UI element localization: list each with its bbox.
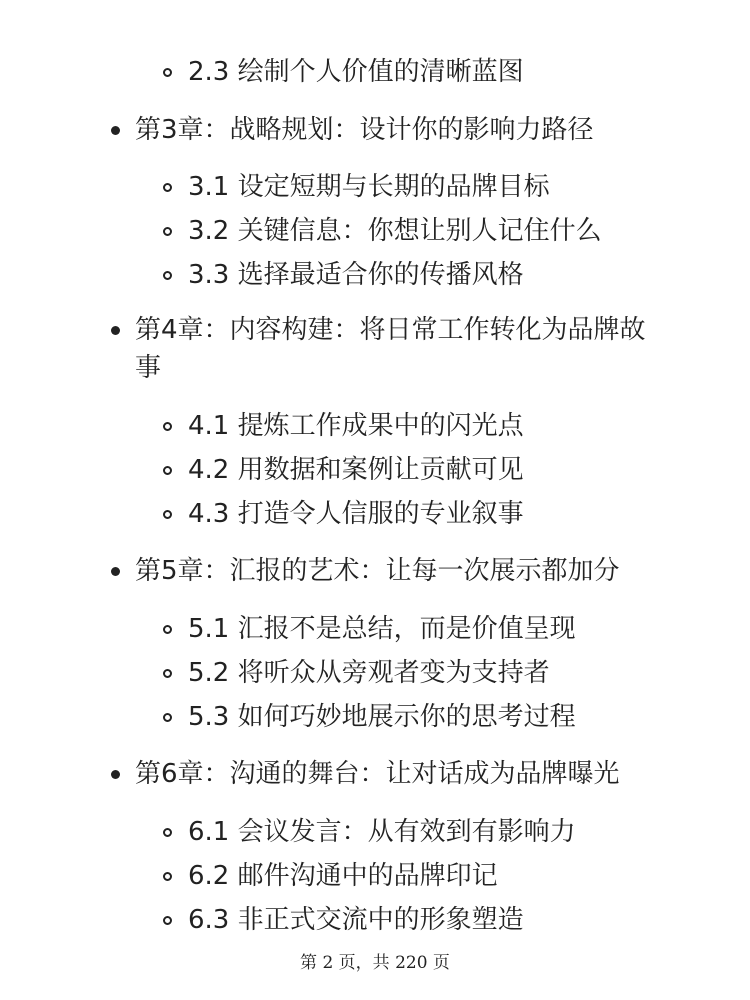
sub-bullet-icon bbox=[163, 422, 172, 431]
sub-bullet-icon bbox=[163, 828, 172, 837]
toc-subsection: 6.3 非正式交流中的形象塑造 bbox=[188, 905, 524, 935]
toc-chapter-continuation: 事 bbox=[135, 353, 162, 383]
sub-bullet-icon bbox=[163, 227, 172, 236]
chapter-bullet-icon bbox=[111, 770, 120, 779]
toc-subsection: 3.2 关键信息：你想让别人记住什么 bbox=[188, 216, 602, 246]
toc-subsection: 2.3 绘制个人价值的清晰蓝图 bbox=[188, 57, 524, 87]
toc-subsection: 4.2 用数据和案例让贡献可见 bbox=[188, 455, 524, 485]
chapter-bullet-icon bbox=[111, 567, 120, 576]
toc-subsection: 4.1 提炼工作成果中的闪光点 bbox=[188, 411, 524, 441]
toc-chapter: 第5章：汇报的艺术：让每一次展示都加分 bbox=[135, 556, 620, 586]
sub-bullet-icon bbox=[163, 625, 172, 634]
toc-chapter: 第6章：沟通的舞台：让对话成为品牌曝光 bbox=[135, 759, 620, 789]
toc-subsection: 5.3 如何巧妙地展示你的思考过程 bbox=[188, 702, 576, 732]
page-number-footer: 第 2 页，共 220 页 bbox=[300, 953, 450, 973]
sub-bullet-icon bbox=[163, 466, 172, 475]
chapter-bullet-icon bbox=[111, 126, 120, 135]
chapter-bullet-icon bbox=[111, 326, 120, 335]
sub-bullet-icon bbox=[163, 271, 172, 280]
toc-chapter: 第4章：内容构建：将日常工作转化为品牌故 bbox=[135, 315, 646, 345]
sub-bullet-icon bbox=[163, 510, 172, 519]
sub-bullet-icon bbox=[163, 68, 172, 77]
sub-bullet-icon bbox=[163, 183, 172, 192]
toc-subsection: 4.3 打造令人信服的专业叙事 bbox=[188, 499, 524, 529]
sub-bullet-icon bbox=[163, 669, 172, 678]
toc-subsection: 6.2 邮件沟通中的品牌印记 bbox=[188, 861, 498, 891]
toc-subsection: 6.1 会议发言：从有效到有影响力 bbox=[188, 817, 576, 847]
sub-bullet-icon bbox=[163, 872, 172, 881]
sub-bullet-icon bbox=[163, 916, 172, 925]
toc-chapter: 第3章：战略规划：设计你的影响力路径 bbox=[135, 115, 594, 145]
sub-bullet-icon bbox=[163, 713, 172, 722]
toc-subsection: 5.2 将听众从旁观者变为支持者 bbox=[188, 658, 550, 688]
toc-subsection: 3.3 选择最适合你的传播风格 bbox=[188, 260, 524, 290]
toc-subsection: 3.1 设定短期与长期的品牌目标 bbox=[188, 172, 550, 202]
toc-subsection: 5.1 汇报不是总结，而是价值呈现 bbox=[188, 614, 576, 644]
